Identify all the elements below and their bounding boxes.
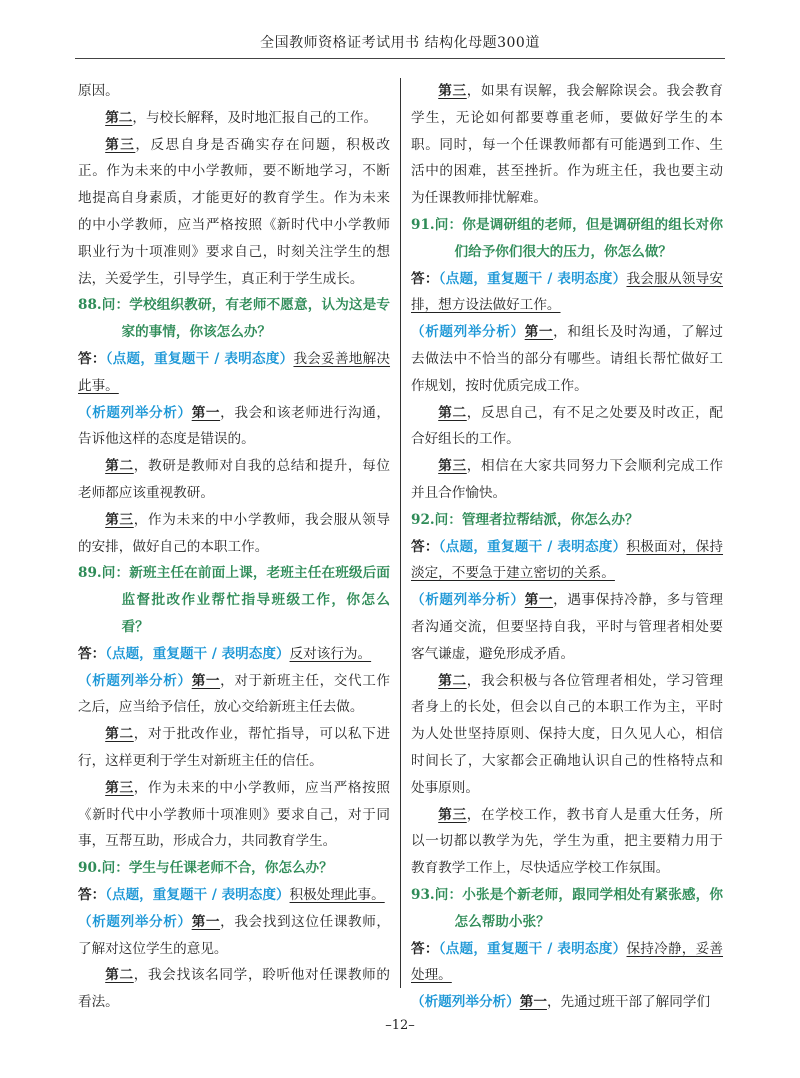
analysis-89: （析题列举分析）第一，对于新班主任，交代工作之后，应当给予信任，放心交给新班主任去做。 <box>78 672 391 716</box>
question-91: 91.问：你是调研组的老师，但是调研组的组长对你们给予你们很大的压力，你怎么做？ <box>411 216 723 260</box>
analysis-88: （析题列举分析）第一，我会和该老师进行沟通，告诉他这样的态度是错误的。 <box>78 404 391 448</box>
answer-tag: （点题，重复题干 / 表明态度） <box>105 645 290 662</box>
analysis-93: （析题列举分析）第一，先通过班干部了解同学们 <box>411 994 711 1011</box>
paragraph: 第三，作为未来的中小学教师，我会服从领导的安排，做好自己的本职工作。 <box>78 511 391 555</box>
paragraph: 第二，反思自己，有不足之处要及时改正，配合好组长的工作。 <box>411 404 724 448</box>
paragraph: 第三，反思自身是否确实存在问题，积极改正。作为未来的中小学教师，要不断地学习，不断地提高自身素质，才能更好的教育学生。作为未来的中小学教师，应当严格按照《新时代中小学教师职业行为十项准则》要求自己，时刻关注学生的想法，关爱学生，引导学生，真正利于学生成长。 <box>78 136 391 287</box>
analysis-90: （析题列举分析）第一，我会找到这位任课教师，了解对这位学生的意见。 <box>78 913 391 957</box>
paragraph: 第二，教研是教师对自我的总结和提升，每位老师都应该重视教研。 <box>78 458 391 501</box>
paragraph: 第二，我会找该名同学，聆听他对任课教师的看法。 <box>78 967 391 1011</box>
analysis-tag: （析题列举分析） <box>411 324 525 341</box>
answer-93: 答：（点题，重复题干 / 表明态度）保持冷静，妥善处理。 <box>411 940 724 984</box>
answer-90: 答：（点题，重复题干 / 表明态度）积极处理此事。 <box>78 886 385 903</box>
answer-tag: （点题，重复题干 / 表明态度） <box>438 270 627 287</box>
answer-tag: （点题，重复题干 / 表明态度） <box>105 886 290 903</box>
paragraph: 第三，相信在大家共同努力下会顺利完成工作并且合作愉快。 <box>411 458 724 501</box>
paragraph: 第二，与校长解释，及时地汇报自己的工作。 <box>105 109 378 126</box>
paragraph: 第三，作为未来的中小学教师，应当严格按照《新时代中小学教师十项准则》要求自己，对于同事，互帮互助，形成合力，共同教育学生。 <box>78 779 391 850</box>
answer-tag: （点题，重复题干 / 表明态度） <box>438 538 627 555</box>
analysis-tag: （析题列举分析） <box>78 672 192 689</box>
paragraph: 原因。 <box>78 83 119 99</box>
column-divider <box>400 78 401 988</box>
page-number: –12– <box>385 1018 415 1033</box>
question-90: 90.问：学生与任课老师不合，你怎么办？ <box>78 860 333 877</box>
answer-89: 答：（点题，重复题干 / 表明态度）反对该行为。 <box>78 645 372 662</box>
analysis-tag: （析题列举分析） <box>411 994 520 1011</box>
answer-92: 答：（点题，重复题干 / 表明态度）积极面对，保持淡定，不要急于建立密切的关系。 <box>411 538 724 582</box>
question-89: 89.问：新班主任在前面上课，老班主任在班级后面监督批改作业帮忙指导班级工作，你怎么看？ <box>78 565 390 635</box>
page-footer <box>0 1018 800 1033</box>
right-column <box>411 78 723 1016</box>
question-88: 88.问：学校组织教研，有老师不愿意，认为这是专家的事情，你该怎么办？ <box>78 297 390 341</box>
page-header <box>75 28 725 59</box>
question-92: 92.问：管理者拉帮结派，你怎么办？ <box>411 511 639 528</box>
question-93: 93.问：小张是个新老师，跟同学相处有紧张感，你怎么帮助小张？ <box>411 886 723 930</box>
paragraph: 第二，我会积极与各位管理者相处，学习管理者身上的长处，但会以自己的本职工作为主，平时为人处世坚持原则、保持大度，日久见人心，相信时间长了，大家都会正确地认识自己的性格特点和处事原则。 <box>411 672 724 796</box>
analysis-tag: （析题列举分析） <box>78 404 192 421</box>
paragraph: 第三，如果有误解，我会解除误会。我会教育学生，无论如何都要尊重老师，要做好学生的本职。同时，每一个任课教师都有可能遇到工作、生活中的困难，甚至挫折。作为班主任，我也要主动为任课教师排忧解难。 <box>411 83 724 207</box>
book-title: 全国教师资格证考试用书 结构化母题300道 <box>260 35 540 51</box>
paragraph: 第三，在学校工作，教书育人是重大任务，所以一切都以教学为先，学生为重，把主要精力用于教育教学工作上，尽快适应学校工作氛围。 <box>411 806 724 877</box>
answer-tag: （点题，重复题干 / 表明态度） <box>438 940 627 957</box>
answer-91: 答：（点题，重复题干 / 表明态度）我会服从领导安排，想方设法做好工作。 <box>411 270 724 314</box>
left-column <box>78 78 390 1016</box>
analysis-92: （析题列举分析）第一，遇事保持冷静，多与管理者沟通交流，但要坚持自我，平时与管理者相处要客气谦虚，避免形成矛盾。 <box>411 592 724 662</box>
analysis-91: （析题列举分析）第一，和组长及时沟通，了解过去做法中不恰当的部分有哪些。请组长帮忙做好工作规划，按时优质完成工作。 <box>411 324 724 394</box>
answer-88: 答：（点题，重复题干 / 表明态度）我会妥善地解决此事。 <box>78 350 391 394</box>
analysis-tag: （析题列举分析） <box>78 913 192 930</box>
analysis-tag: （析题列举分析） <box>411 592 525 609</box>
answer-tag: （点题，重复题干 / 表明态度） <box>105 350 294 367</box>
paragraph: 第二，对于批改作业，帮忙指导，可以私下进行，这样更利于学生对新班主任的信任。 <box>78 726 391 769</box>
